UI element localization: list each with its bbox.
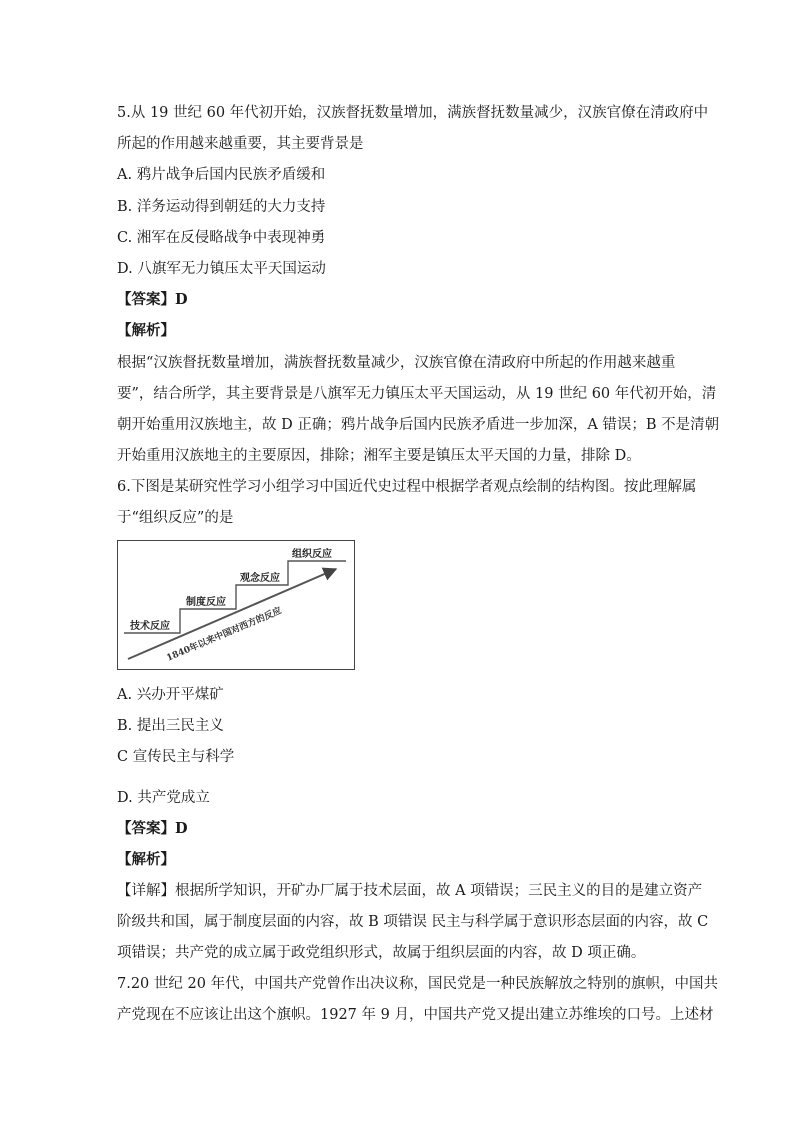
step-label-ideology: 观念反应 — [240, 573, 280, 584]
q6-stem-line1: 6.下图是某研究性学习小组学习中国近代史过程中根据学者观点绘制的结构图。按此理解属 — [117, 479, 697, 495]
q6-analysis-line3: 项错误；共产党的成立属于政党组织形式，故属于组织层面的内容，故 D 项正确。 — [117, 945, 646, 961]
step-label-technology: 技术反应 — [130, 621, 170, 632]
q6-structure-figure — [117, 540, 355, 670]
q6-option-d: D. 共产党成立 — [117, 790, 210, 806]
q6-analysis-title: 【解析】 — [117, 851, 175, 868]
q6-stem-line2: 于“组织反应”的是 — [117, 510, 234, 526]
q5-stem-line1: 5.从 19 世纪 60 年代初开始，汉族督抚数量增加，满族督抚数量减少，汉族官僚在清政府中 — [117, 105, 709, 121]
q5-analysis-line1: 根据“汉族督抚数量增加，满族督抚数量减少，汉族官僚在清政府中所起的作用越来越重 — [117, 355, 676, 371]
q6-option-a: A. 兴办开平煤矿 — [117, 687, 224, 703]
q6-option-c: C 宣传民主与科学 — [117, 749, 235, 765]
q6-analysis-line2: 阶级共和国，属于制度层面的内容，故 B 项错误 民主与科学属于意识形态层面的内容，故 C — [117, 914, 709, 930]
q6-analysis-line1: 【详解】根据所学知识，开矿办厂属于技术层面，故 A 项错误；三民主义的目的是建立资产 — [117, 883, 703, 899]
q6-option-b: B. 提出三民主义 — [117, 718, 224, 734]
q5-analysis-title: 【解析】 — [117, 322, 175, 339]
q7-stem-line2: 产党现在不应该让出这个旗帜。1927 年 9 月，中国共产党又提出建立苏维埃的口号。上述材 — [117, 1007, 714, 1023]
q5-option-c: C. 湘军在反侵略战争中表现神勇 — [117, 230, 326, 246]
q5-answer: 【答案】D — [117, 291, 188, 308]
staircase-diagram — [118, 541, 354, 669]
q5-analysis-line4: 开始重用汉族地主的主要原因，排除；湘军主要是镇压太平天国的力量，排除 D。 — [117, 448, 641, 464]
step-label-organization: 组织反应 — [292, 549, 332, 560]
q5-analysis-line3: 朝开始重用汉族地主，故 D 正确；鸦片战争后国内民族矛盾进一步加深，A 错误；B 不是清朝 — [117, 417, 720, 433]
arrow-label: 1840年以来中国对西方的反应 — [165, 606, 284, 664]
q5-option-a: A. 鸦片战争后国内民族矛盾缓和 — [117, 167, 326, 183]
step-label-institution: 制度反应 — [186, 597, 226, 608]
q5-analysis-line2: 要”，结合所学，其主要背景是八旗军无力镇压太平天国运动，从 19 世纪 60 年代初开始，清 — [117, 386, 717, 402]
q7-stem-line1: 7.20 世纪 20 年代，中国共产党曾作出决议称，国民党是一种民族解放之特别的旗帜，中国共 — [117, 976, 719, 992]
q5-option-d: D. 八旗军无力镇压太平天国运动 — [117, 261, 326, 277]
q5-option-b: B. 洋务运动得到朝廷的大力支持 — [117, 199, 326, 215]
q5-stem-line2: 所起的作用越来越重要，其主要背景是 — [117, 136, 364, 152]
rising-arrow — [128, 569, 336, 659]
q6-answer: 【答案】D — [117, 820, 188, 837]
